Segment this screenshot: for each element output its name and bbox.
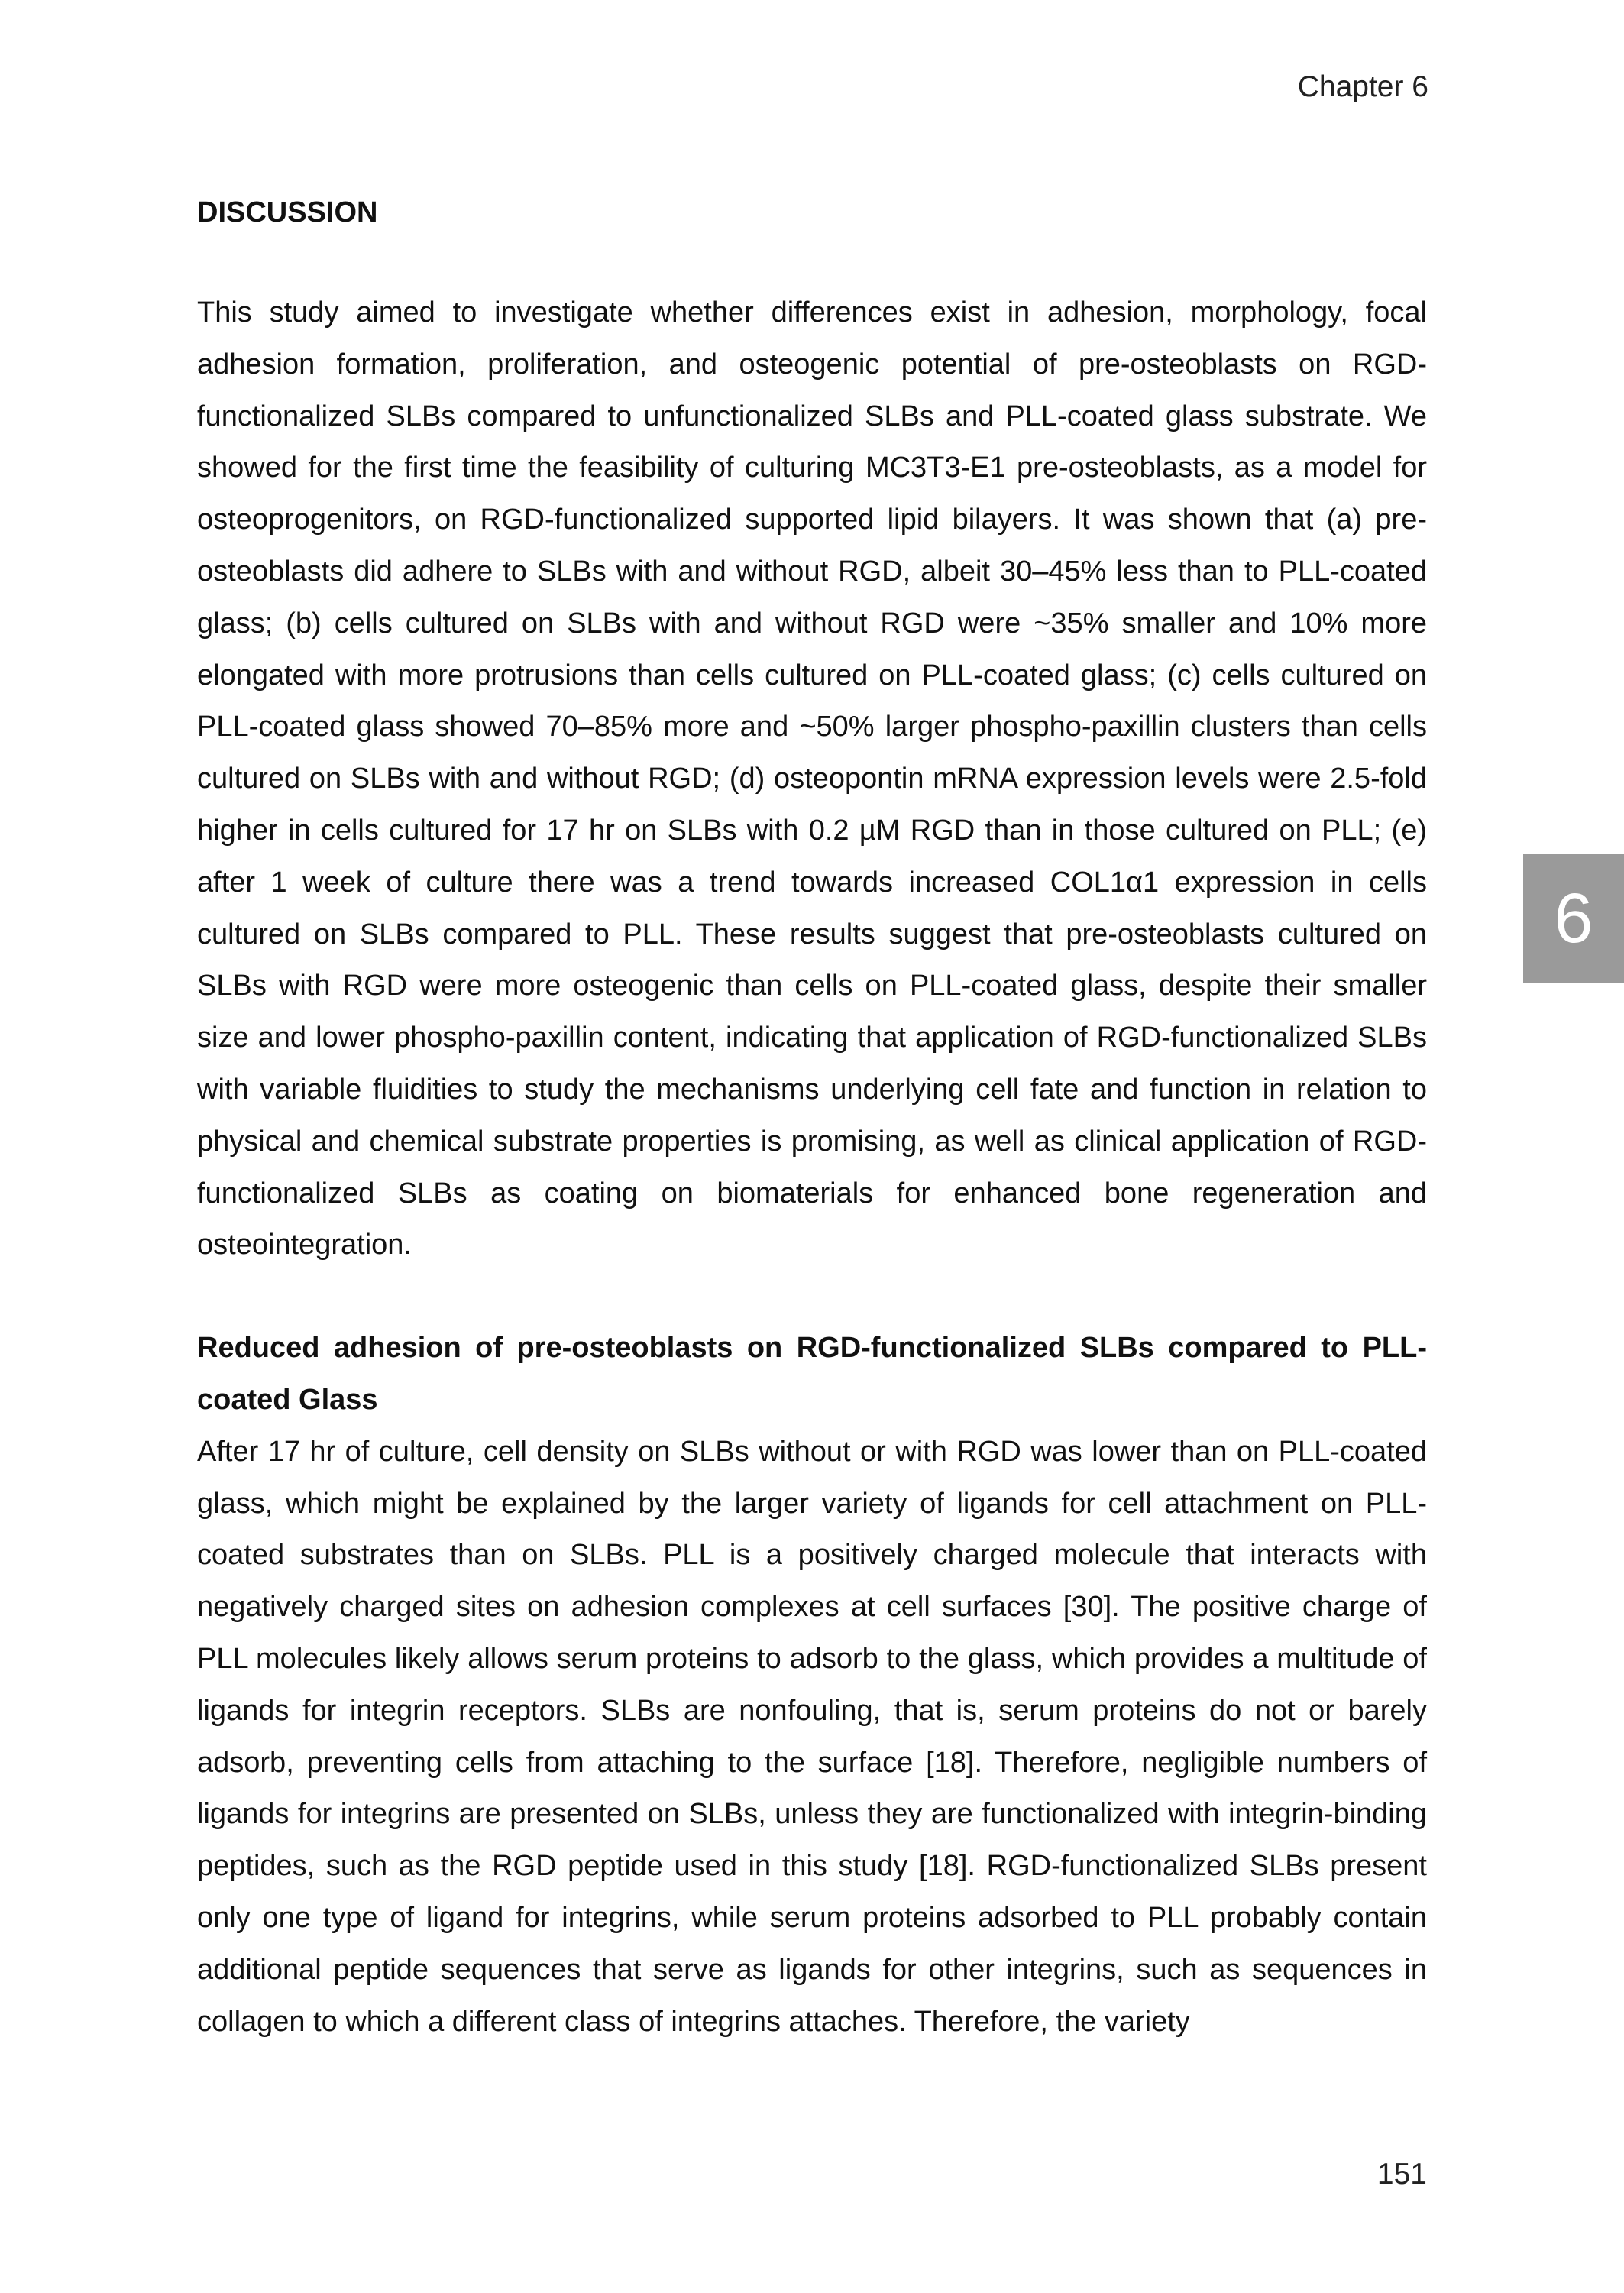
intro-paragraph: This study aimed to investigate whether differences exist in adhesion, morphology, focal adhesion formation, proliferation, and osteogenic potential of pre-osteoblasts on RGD-functionalized SLBs compared to unfunctionalized SLBs and PLL-coated glass substrate. We showed for the first time the feasibility of culturing MC3T3-E1 pre-osteoblasts, as a model for osteoprogenitors, on RGD-functionalized supported lipid bilayers. It was shown that (a) pre-osteoblasts did adhere to SLBs with and without RGD, albeit 30–45% less than to PLL-coated glass; (b) cells cultured on SLBs with and without RGD were ~35% smaller and 10% more elongated with more protrusions than cells cultured on PLL-coated glass; (c) cells cultured on PLL-coated glass showed 70–85% more and ~50% larger phospho-paxillin clusters than cells cultured on SLBs with and without RGD; (d) osteopontin mRNA expression levels were 2.5-fold higher in cells cultured for 17 hr on SLBs with 0.2 µM RGD than in those cultured on PLL; (e) after 1 week of culture there was a trend towards increased COL1α1 expression in cells cultured on SLBs compared to PLL. These results suggest that pre-osteoblasts cultured on SLBs with RGD were more osteogenic than cells on PLL-coated glass, despite their smaller size and lower phospho-paxillin content, indicating that application of RGD-functionalized SLBs with variable fluidities to study the mechanisms underlying cell fate and function in relation to physical and chemical substrate properties is promising, as well as clinical application of RGD-functionalized SLBs as coating on biomaterials for enhanced bone regeneration and osteointegration. [197,296,1427,1261]
page-body [197,189,1427,2048]
section-heading: DISCUSSION [197,196,378,228]
subsection-heading: Reduced adhesion of pre-osteoblasts on RGD-functionalized SLBs compared to PLL-coated Glass [197,1332,1427,1416]
subsection-paragraph: After 17 hr of culture, cell density on SLBs without or with RGD was lower than on PLL-coated glass, which might be explained by the larger variety of ligands for cell attachment on PLL-coated substrates than on SLBs. PLL is a positively charged molecule that interacts with negatively charged sites on adhesion complexes at cell surfaces [30]. The positive charge of PLL molecules likely allows serum proteins to adsorb to the glass, which provides a multitude of ligands for integrin receptors. SLBs are nonfouling, that is, serum proteins do not or barely adsorb, preventing cells from attaching to the surface [18]. Therefore, negligible numbers of ligands for integrins are presented on SLBs, unless they are functionalized with integrin-binding peptides, such as the RGD peptide used in this study [18]. RGD-functionalized SLBs present only one type of ligand for integrins, while serum proteins adsorbed to PLL probably contain additional peptide sequences that serve as ligands for other integrins, such as sequences in collagen to which a different class of integrins attaches. Therefore, the variety [197,1435,1427,2038]
chapter-thumb-tab: 6 [1523,854,1624,983]
page-number: 151 [1377,2158,1427,2191]
running-header: Chapter 6 [1297,70,1428,103]
